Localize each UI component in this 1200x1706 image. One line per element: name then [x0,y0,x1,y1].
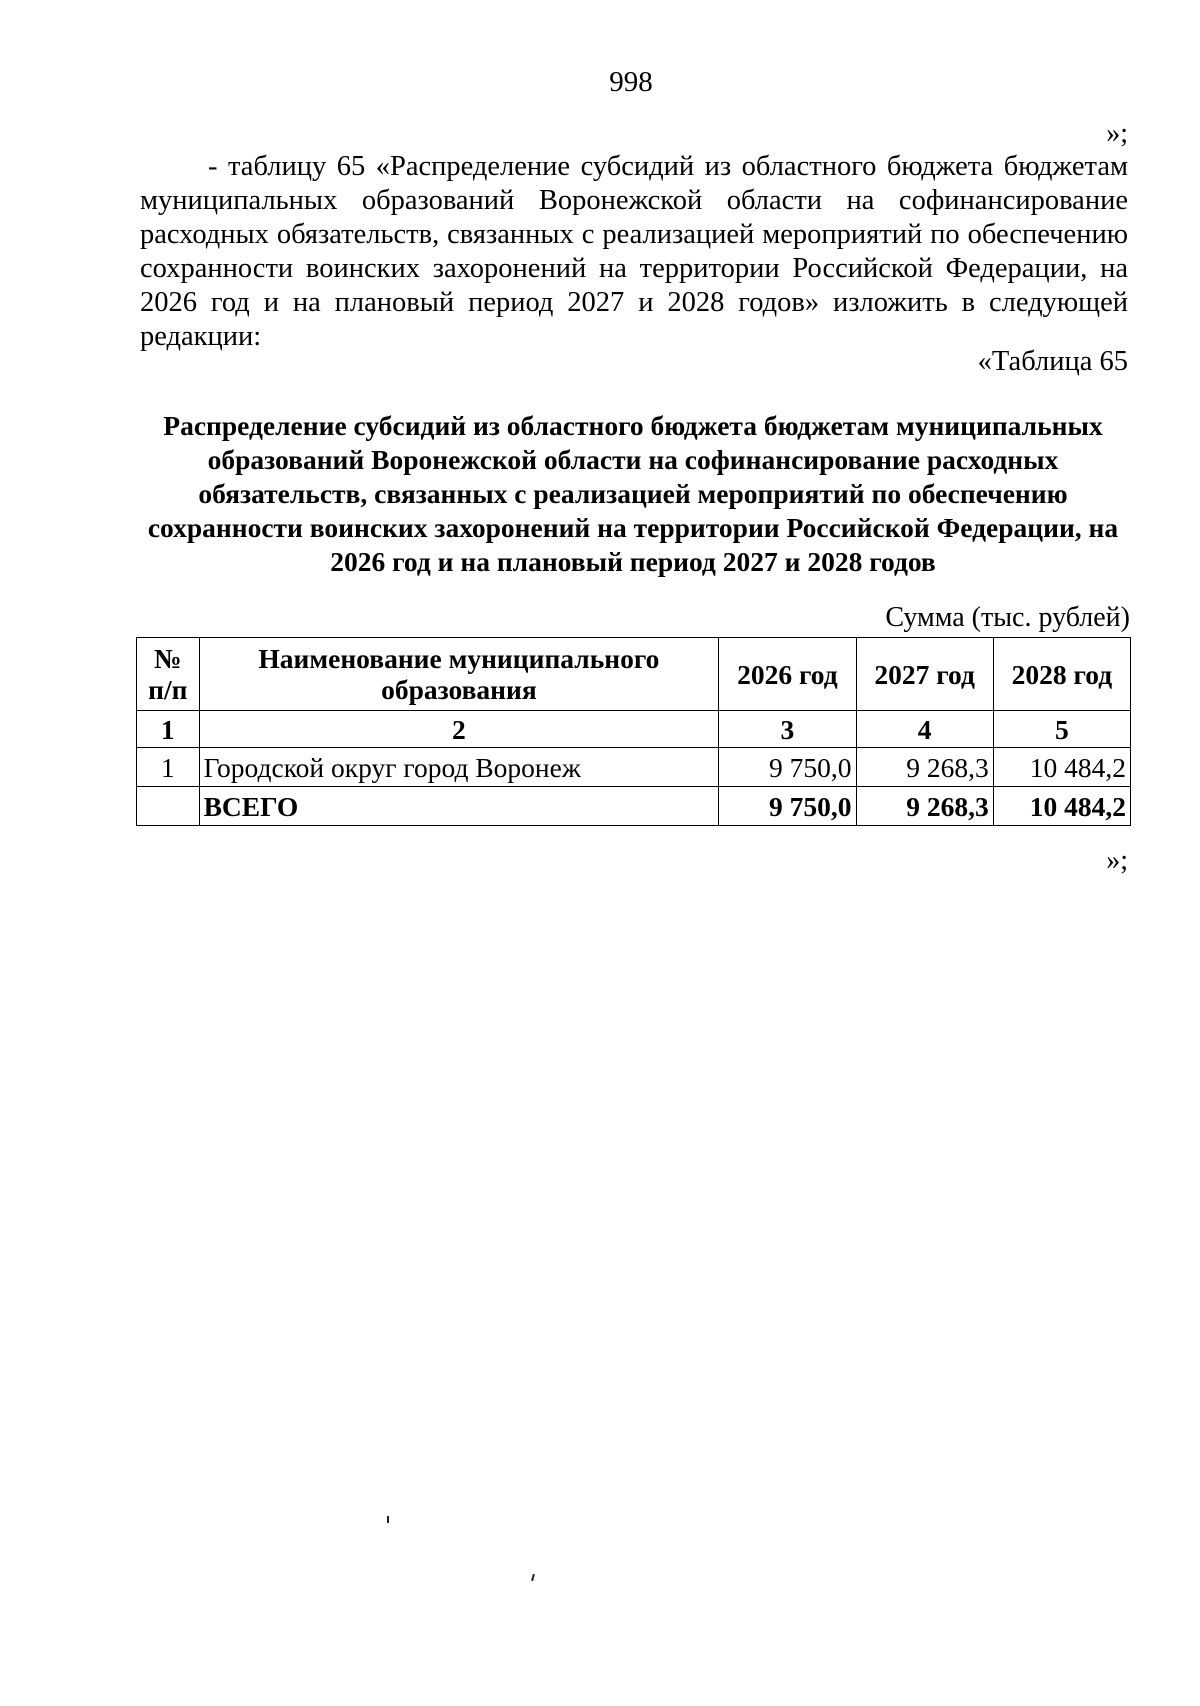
row-num: 1 [137,748,200,787]
table-title: Распределение субсидий из областного бюджета бюджетам муниципальных образований Воронежской области на софинансирование расходных обязательств, связанных с реализацией мероприятий по обеспечению сохранности воинских захоронений на территории Российской Федерации, на 2026 год и на плановый период 2027 и 2028 годов [147,410,1119,577]
row-2028: 10 484,2 [993,748,1130,787]
header-2028: 2028 год [993,638,1130,711]
row-name: Городской округ город Воронеж [199,748,719,787]
column-number: 5 [993,711,1130,748]
table-label: «Таблица 65 [977,346,1128,377]
total-2028: 10 484,2 [993,787,1130,826]
column-number: 2 [199,711,719,748]
scan-speck [531,1574,535,1581]
column-number: 4 [856,711,993,748]
closing-quote-bottom: »; [1106,845,1128,876]
column-number: 1 [137,711,200,748]
total-2027: 9 268,3 [856,787,993,826]
total-num [137,787,200,826]
subsidy-table [136,637,1131,826]
total-name: ВСЕГО [199,787,719,826]
column-number-row [137,711,1131,748]
row-2026: 9 750,0 [719,748,856,787]
header-2026: 2026 год [719,638,856,711]
header-2027: 2027 год [856,638,993,711]
row-2027: 9 268,3 [856,748,993,787]
intro-paragraph [140,150,1128,354]
column-number: 3 [719,711,856,748]
header-row [137,638,1131,711]
table-row [137,748,1131,787]
intro-text: - таблицу 65 «Распределение субсидий из областного бюджета бюджетам муниципальных образований Воронежской области на софинансирование расходных обязательств, связанных с реализацией мероприятий по обеспечению сохранности воинских захоронений на территории Российской Федерации, на 2026 год и на плановый период 2027 и 2028 годов» изложить в следующей редакции: [140,151,1128,352]
total-2026: 9 750,0 [719,787,856,826]
total-row [137,787,1131,826]
units-label: Сумма (тыс. рублей) [885,602,1130,633]
scan-speck [387,1516,389,1523]
header-name: Наименование муниципального образования [199,638,719,711]
page-number: 998 [609,66,653,98]
closing-quote: »; [1106,118,1128,149]
header-num: № п/п [137,638,200,711]
